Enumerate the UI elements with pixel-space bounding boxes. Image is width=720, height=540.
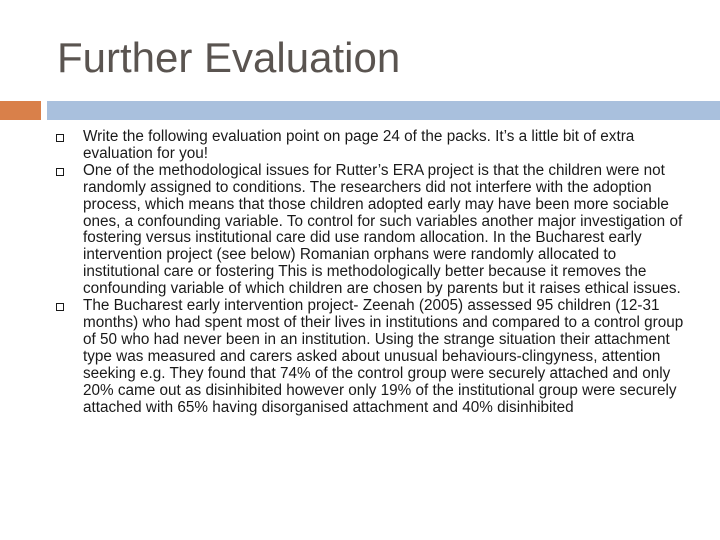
bullet-item-2	[56, 163, 696, 298]
bullet-text-2: One of the methodological issues for Rutter’s ERA project is that the children were not randomly assigned to conditions. The researchers did not interfere with the adoption process, which means that those children adopted early may have been more sociable ones, a confounding variable. To control for such variables another major investigation of fostering versus institutional care did use random allocation. In the Bucharest early intervention project (see below) Romanian orphans were randomly allocated to institutional care or fostering This is methodologically better because it removes the confounding variable of which children are chosen by parents but it raises ethical issues.	[83, 161, 683, 298]
bullet-item-1	[56, 129, 696, 163]
title-accent-bar	[0, 101, 41, 120]
bullet-item-3	[56, 298, 696, 416]
title-divider-bar	[47, 101, 720, 120]
square-bullet-icon	[56, 168, 64, 176]
bullet-text-1: Write the following evaluation point on page 24 of the packs. It’s a little bit of extra evaluation for you!	[83, 128, 635, 162]
slide-title: Further Evaluation	[57, 34, 401, 81]
square-bullet-icon	[56, 303, 64, 311]
bullet-list	[56, 129, 696, 416]
bullet-text-3: The Bucharest early intervention project- Zeenah (2005) assessed 95 children (12-31 months) who had spent most of their lives in institutions and compared to a control group of 50 who had never been in an institution. Using the strange situation their attachment type was measured and carers asked about unusual behaviours-clingyness, attention seeking e.g. They found that 74% of the control group were securely attached and only 20% came out as disinhibited however only 19% of the institutional group were securely attached with 65% having disorganised attachment and 40% disinhibited	[83, 297, 684, 416]
square-bullet-icon	[56, 134, 64, 142]
